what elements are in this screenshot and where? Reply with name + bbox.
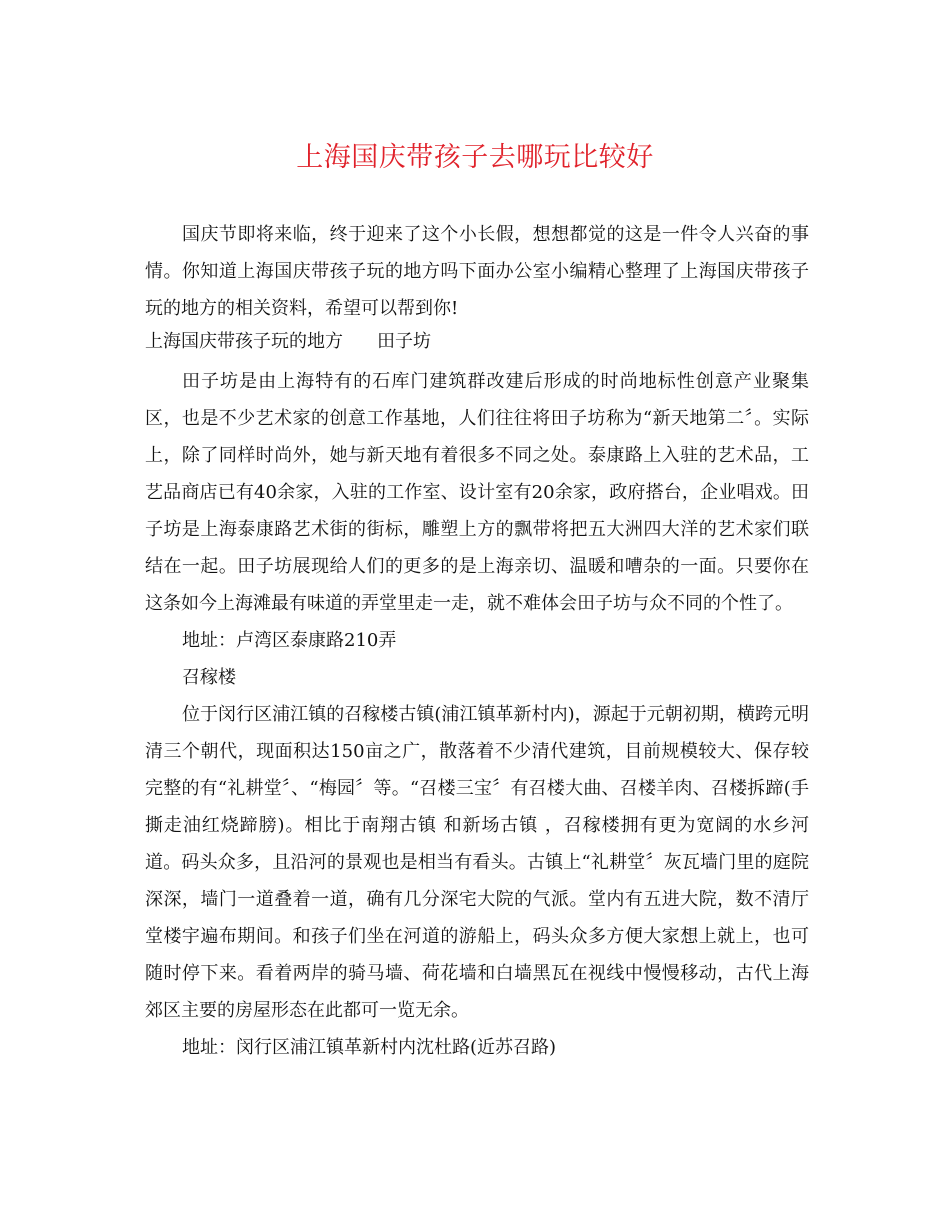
section-place-name: 田子坊 xyxy=(377,331,431,352)
place2-address: 地址：闵行区浦江镇革新村内沈杜路(近苏召路) xyxy=(182,1037,557,1058)
document-body xyxy=(145,216,809,1066)
intro-paragraph: 国庆节即将来临，终于迎来了这个小长假，想想都觉的这是一件令人兴奋的事情。你知道上海国庆带孩子玩的地方吗下面办公室小编精心整理了上海国庆带孩子玩的地方的相关资料，希望可以帮到你! xyxy=(145,224,809,319)
place1-paragraph: 田子坊是由上海特有的石库门建筑群改建后形成的时尚地标性创意产业聚集区，也是不少艺术家的创意工作基地，人们往往将田子坊称为“新天地第二〞。实际上，除了同样时尚外，她与新天地有着很多不同之处。泰康路上入驻的艺术品，工艺品商店已有40余家，入驻的工作室、设计室有20余家，政府搭台，企业唱戏。田子坊是上海泰康路艺术街的街标，雕塑上方的飘带将把五大洲四大洋的艺术家们联结在一起。田子坊展现给人们的更多的是上海亲切、温暖和嘈杂的一面。只要你在这条如今上海滩最有味道的弄堂里走一走，就不难体会田子坊与众不同的个性了。 xyxy=(145,371,809,614)
section-heading-line xyxy=(145,327,809,363)
place2-paragraph: 位于闵行区浦江镇的召稼楼古镇(浦江镇革新村内)，源起于元朝初期，横跨元明清三个朝代，现面积达150亩之广，散落着不少清代建筑，目前规模较大、保存较完整的有“礼耕堂〞、“梅园〞等。“召楼三宝〞有召楼大曲、召楼羊肉、召楼拆蹄(手撕走油红烧蹄膀)。相比于南翔古镇 和新场古镇 ，召稼楼拥有更为宽阔的水乡河道。码头众多，且沿河的景观也是相当有看头。古镇上“礼耕堂〞灰瓦墙门里的庭院深深，墙门一道叠着一道，确有几分深宅大院的气派。堂内有五进大院，数不清厅堂楼宇遍布期间。和孩子们坐在河道的游船上，码头众多方便大家想上就上，也可随时停下来。看着两岸的骑马墙、荷花墙和白墙黑瓦在视线中慢慢移动，古代上海郊区主要的房屋形态在此都可一览无余。 xyxy=(145,704,809,1021)
document-title: 上海国庆带孩子去哪玩比较好 xyxy=(296,142,654,173)
place1-address: 地址：卢湾区泰康路210弄 xyxy=(182,630,397,651)
section-heading: 上海国庆带孩子玩的地方 xyxy=(145,331,343,352)
place2-name: 召稼楼 xyxy=(182,667,236,688)
